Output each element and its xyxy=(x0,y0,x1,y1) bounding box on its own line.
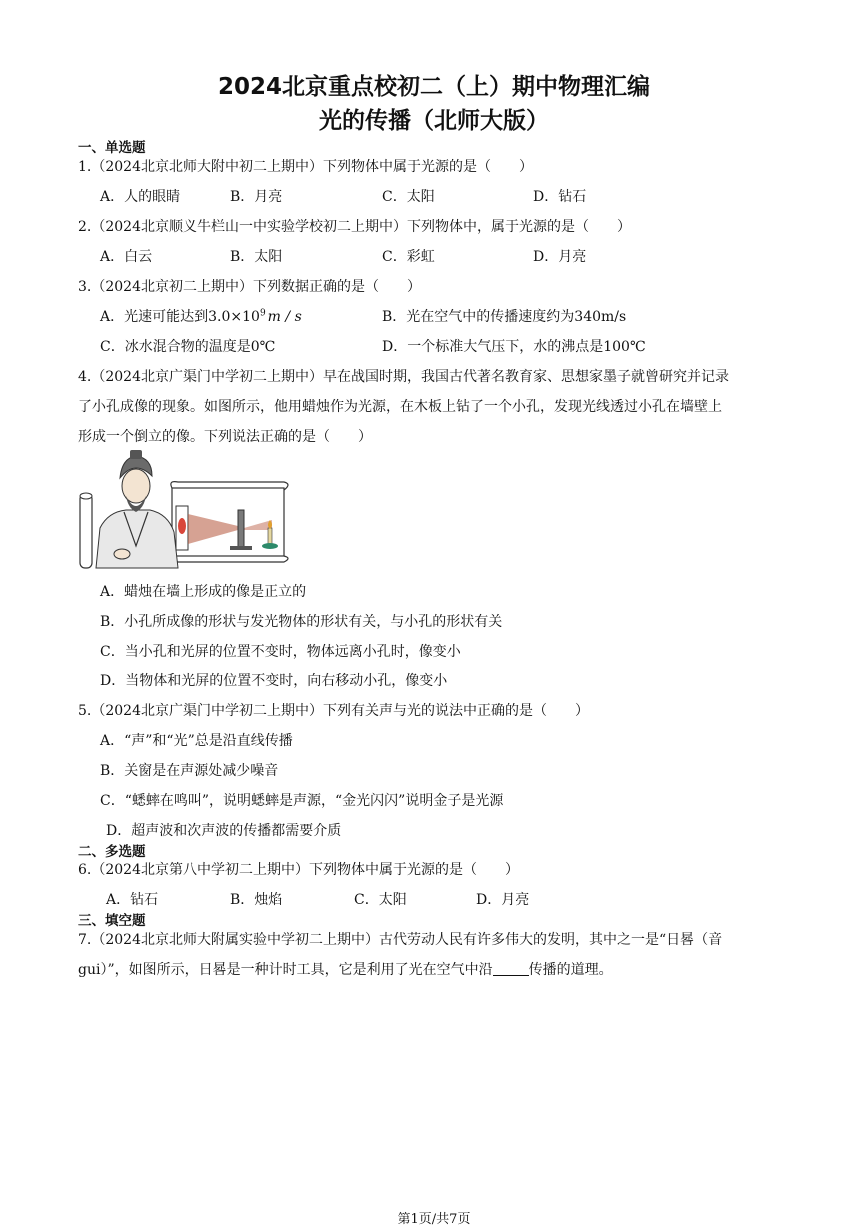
question-6-option-d[interactable]: D．月亮 xyxy=(476,892,530,908)
option-a-prefix: A．光速可能达到 xyxy=(100,309,209,325)
inverted-image xyxy=(178,518,186,534)
question-1-option-a[interactable]: A．人的眼睛 xyxy=(100,189,181,205)
question-6-option-c[interactable]: C．太阳 xyxy=(354,892,407,908)
question-1-option-b[interactable]: B．月亮 xyxy=(230,189,283,205)
speed-exponent: 9 xyxy=(259,308,266,319)
board-stand xyxy=(230,546,252,550)
section-fill-in-blank: 三、填空题 xyxy=(78,913,146,929)
question-2-stem: 2.（2024北京顺义牛栏山一中实验学校初二上期中）下列物体中，属于光源的是（ ） xyxy=(78,219,631,235)
speed-unit: m / s xyxy=(267,309,302,325)
question-5-option-d[interactable]: D．超声波和次声波的传播都需要介质 xyxy=(106,823,342,839)
page-subtitle: 光的传播（北师大版） xyxy=(319,108,549,134)
question-5-option-b[interactable]: B．关窗是在声源处减少噪音 xyxy=(100,763,279,779)
question-5-option-a[interactable]: A．“声”和“光”总是沿直线传播 xyxy=(100,733,293,749)
question-6-option-b[interactable]: B．烛焰 xyxy=(230,892,283,908)
question-7-line-1: 7.（2024北京北师大附属实验中学初二上期中）古代劳动人民有许多伟大的发明，其中之一是“日晷（音 xyxy=(78,932,723,948)
question-4-line-2: 了小孔成像的现象。如图所示，他用蜡烛作为光源，在木板上钻了一个小孔，发现光线透过小孔在墙壁上 xyxy=(78,399,722,415)
question-4-line-1: 4.（2024北京广渠门中学初二上期中）早在战国时期，我国古代著名教育家、思想家墨子就曾研究并记录 xyxy=(78,369,729,385)
page-title: 2024北京重点校初二（上）期中物理汇编 xyxy=(217,74,650,100)
question-6-stem: 6.（2024北京第八中学初二上期中）下列物体中属于光源的是（ ） xyxy=(78,862,519,878)
question-7-text-after-blank: 传播的道理。 xyxy=(528,962,613,978)
question-2-option-d[interactable]: D．月亮 xyxy=(533,249,587,265)
question-5-option-c[interactable]: C．“蟋蟀在鸣叫”，说明蟋蟀是声源，“金光闪闪”说明金子是光源 xyxy=(100,793,504,809)
candle-holder xyxy=(262,543,278,549)
pinhole-board xyxy=(238,510,244,548)
question-3-option-d[interactable]: D．一个标准大气压下，水的沸点是100℃ xyxy=(382,339,646,355)
question-2-option-a[interactable]: A．白云 xyxy=(100,249,153,265)
candle xyxy=(268,528,272,544)
figure-hand xyxy=(114,549,130,559)
figure-head xyxy=(122,469,150,503)
question-1-option-c[interactable]: C．太阳 xyxy=(382,189,435,205)
section-single-choice: 一、单选题 xyxy=(78,140,146,156)
scroll-roll-cap xyxy=(80,493,92,499)
question-3-stem: 3.（2024北京初二上期中）下列数据正确的是（ ） xyxy=(78,279,421,295)
page-number: 第1页/共7页 xyxy=(397,1212,471,1227)
scroll-roll-left xyxy=(80,494,92,568)
question-6-option-a[interactable]: A．钻石 xyxy=(106,892,159,908)
question-4-option-b[interactable]: B．小孔所成像的形状与发光物体的形状有关，与小孔的形状有关 xyxy=(100,614,503,630)
question-2-option-c[interactable]: C．彩虹 xyxy=(382,249,435,265)
question-4-line-3: 形成一个倒立的像。下列说法正确的是（ ） xyxy=(78,429,372,445)
speed-value: 3.0×10 xyxy=(208,309,260,325)
question-4-option-c[interactable]: C．当小孔和光屏的位置不变时，物体远离小孔时，像变小 xyxy=(100,644,461,660)
question-1-option-d[interactable]: D．钻石 xyxy=(533,189,587,205)
question-3-option-b[interactable]: B．光在空气中的传播速度约为340m/s xyxy=(382,309,627,325)
question-2-option-b[interactable]: B．太阳 xyxy=(230,249,283,265)
question-7-answer-blank[interactable] xyxy=(493,961,529,976)
question-4-option-d[interactable]: D．当物体和光屏的位置不变时，向右移动小孔，像变小 xyxy=(100,673,448,689)
hair-knot xyxy=(130,450,142,459)
question-3-option-a[interactable] xyxy=(100,306,302,326)
figure-robe xyxy=(96,510,178,568)
question-7-line-2 xyxy=(78,959,613,979)
section-multiple-choice: 二、多选题 xyxy=(78,844,146,860)
question-4-option-a[interactable]: A．蜡烛在墙上形成的像是正立的 xyxy=(100,584,307,600)
question-5-stem: 5.（2024北京广渠门中学初二上期中）下列有关声与光的说法中正确的是（ ） xyxy=(78,703,589,719)
question-7-text-before-blank: gui）”，如图所示，日晷是一种计时工具，它是利用了光在空气中沿 xyxy=(78,962,493,978)
question-1-stem: 1.（2024北京北师大附中初二上期中）下列物体中属于光源的是（ ） xyxy=(78,159,533,175)
question-3-option-c[interactable]: C．冰水混合物的温度是0℃ xyxy=(100,339,276,355)
pinhole-camera-illustration xyxy=(78,450,292,572)
